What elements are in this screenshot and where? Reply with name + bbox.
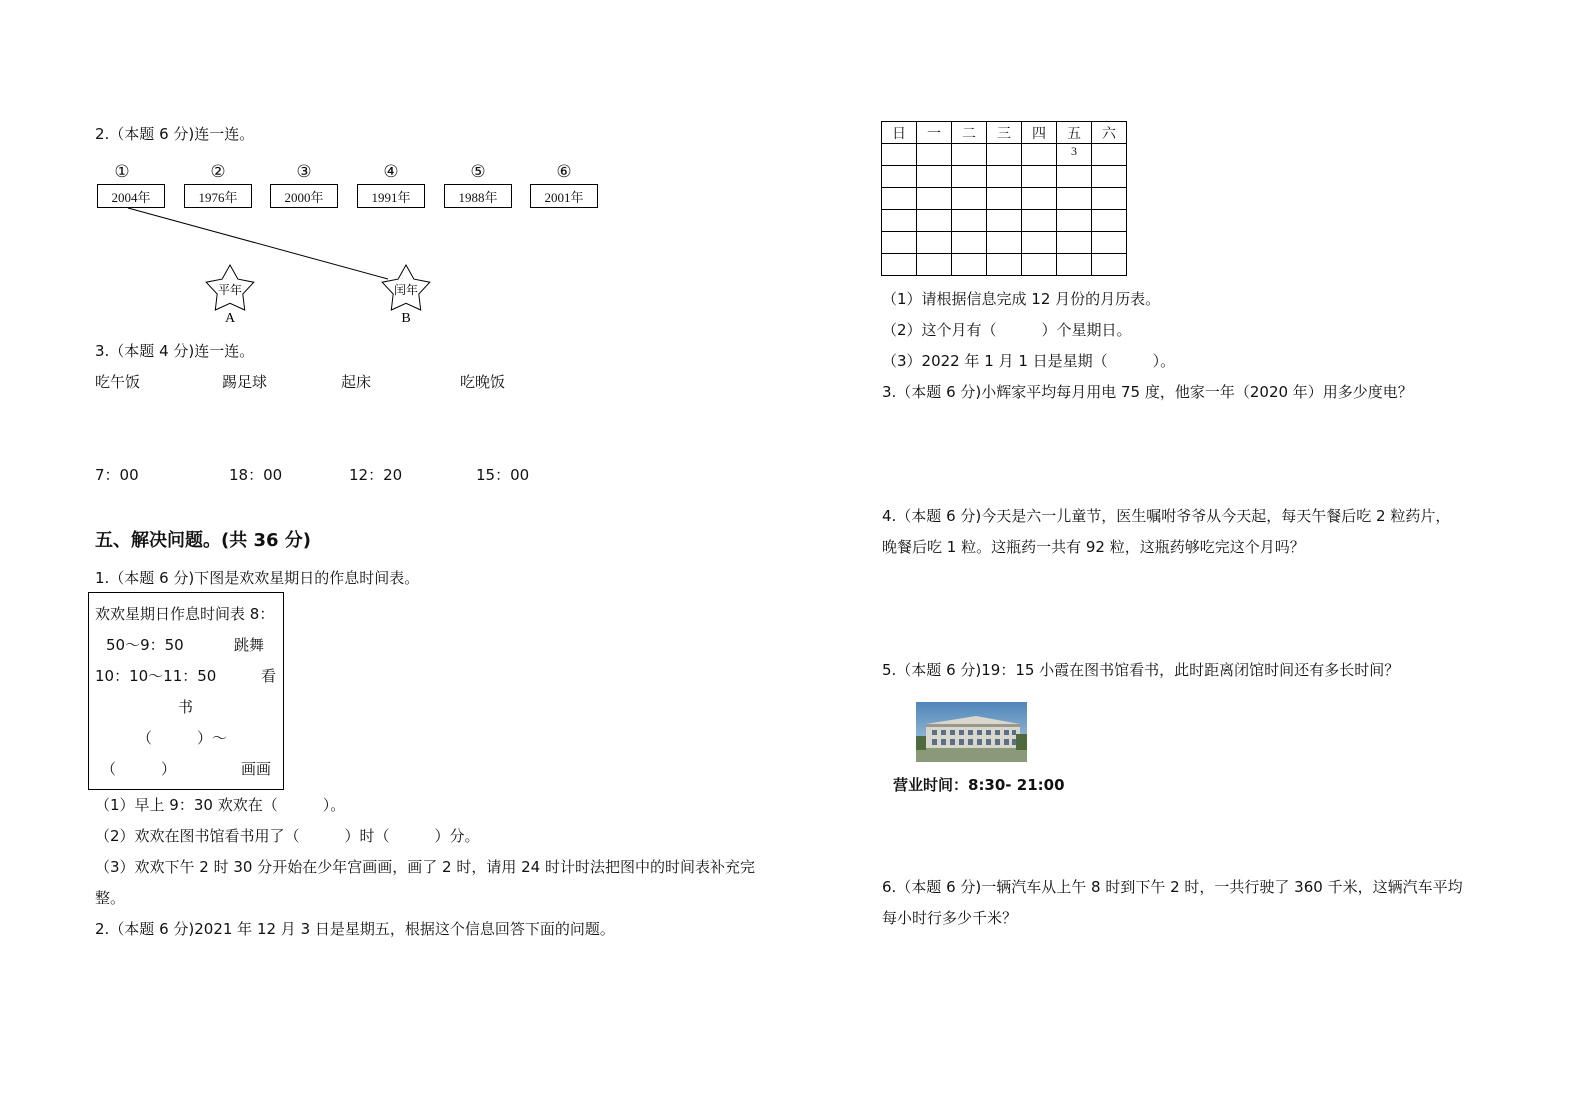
calendar-cell[interactable] bbox=[1057, 188, 1092, 210]
star-a-text: 平年 bbox=[217, 283, 243, 297]
problem-1-sub-1: （1）早上 9：30 欢欢在（ ）。 bbox=[95, 796, 346, 814]
calendar-cell[interactable] bbox=[1057, 166, 1092, 188]
calendar-cell[interactable] bbox=[987, 210, 1022, 232]
calendar-cell[interactable] bbox=[917, 254, 952, 276]
calendar-header-row bbox=[882, 122, 1127, 144]
calendar-cell[interactable] bbox=[1092, 210, 1127, 232]
time-2[interactable]: 18：00 bbox=[229, 466, 283, 484]
calendar-cell[interactable] bbox=[882, 210, 917, 232]
schedule-line-1: 欢欢星期日作息时间表 8： bbox=[95, 605, 275, 623]
time-4[interactable]: 15：00 bbox=[476, 466, 530, 484]
calendar-cell[interactable] bbox=[917, 188, 952, 210]
label-5: ⑤ bbox=[470, 162, 486, 181]
label-4: ④ bbox=[383, 162, 399, 181]
business-hours: 营业时间：8:30- 21:00 bbox=[893, 776, 1065, 794]
calendar-row bbox=[882, 232, 1127, 254]
star-b-text: 闰年 bbox=[393, 283, 419, 297]
calendar-header-wed: 三 bbox=[987, 122, 1022, 144]
calendar-header-tue: 二 bbox=[952, 122, 987, 144]
year-box-4[interactable]: 1991年 bbox=[357, 184, 425, 208]
calendar-row bbox=[882, 254, 1127, 276]
calendar-cell[interactable] bbox=[1022, 210, 1057, 232]
calendar-cell[interactable] bbox=[1092, 166, 1127, 188]
calendar-cell[interactable] bbox=[952, 166, 987, 188]
calendar-cell[interactable] bbox=[987, 166, 1022, 188]
calendar-sub-1: （1）请根据信息完成 12 月份的月历表。 bbox=[882, 290, 1161, 308]
library-image bbox=[916, 702, 1027, 762]
calendar-cell[interactable] bbox=[917, 144, 952, 166]
problem-4-line-1: 4.（本题 6 分)今天是六一儿童节，医生嘱咐爷爷从今天起，每天午餐后吃 2 粒药片， bbox=[882, 507, 1451, 525]
schedule-activity-read-1: 看 bbox=[261, 667, 277, 685]
calendar-row bbox=[882, 166, 1127, 188]
calendar-cell[interactable] bbox=[882, 254, 917, 276]
problem-1-sub-3a: （3）欢欢下午 2 时 30 分开始在少年宫画画，画了 2 时，请用 24 时计时法把图中的时间表补充完 bbox=[95, 858, 755, 876]
label-1: ① bbox=[114, 162, 130, 181]
schedule-activity-draw: 画画 bbox=[241, 760, 272, 778]
calendar-header-mon: 一 bbox=[917, 122, 952, 144]
time-3[interactable]: 12：20 bbox=[349, 466, 403, 484]
activity-3[interactable]: 起床 bbox=[341, 373, 372, 391]
calendar-cell[interactable] bbox=[952, 210, 987, 232]
problem-1-title: 1.（本题 6 分)下图是欢欢星期日的作息时间表。 bbox=[95, 569, 420, 587]
calendar-table bbox=[881, 121, 1127, 276]
problem-2-title: 2.（本题 6 分)2021 年 12 月 3 日是星期五，根据这个信息回答下面的问题。 bbox=[95, 920, 615, 938]
problem-4-line-2: 晚餐后吃 1 粒。这瓶药一共有 92 粒，这瓶药够吃完这个月吗？ bbox=[882, 538, 1305, 556]
calendar-cell[interactable] bbox=[952, 254, 987, 276]
calendar-cell[interactable] bbox=[882, 144, 917, 166]
activity-2[interactable]: 踢足球 bbox=[222, 373, 268, 391]
year-box-5[interactable]: 1988年 bbox=[444, 184, 512, 208]
calendar-header-sun: 日 bbox=[882, 122, 917, 144]
problem-3-title: 3.（本题 6 分)小辉家平均每月用电 75 度，他家一年（2020 年）用多少度电？ bbox=[882, 383, 1413, 401]
question-3-title: 3.（本题 4 分)连一连。 bbox=[95, 342, 255, 360]
section-title: 五、解决问题。(共 36 分) bbox=[95, 530, 312, 551]
schedule-activity-dance: 跳舞 bbox=[234, 636, 265, 654]
calendar-header-fri: 五 bbox=[1057, 122, 1092, 144]
calendar-cell[interactable] bbox=[882, 166, 917, 188]
problem-1-sub-2: （2）欢欢在图书馆看书用了（ ）时（ ）分。 bbox=[95, 827, 480, 845]
calendar-cell[interactable] bbox=[1057, 232, 1092, 254]
activity-4[interactable]: 吃晚饭 bbox=[460, 373, 506, 391]
calendar-header-thu: 四 bbox=[1022, 122, 1057, 144]
star-b-letter: B bbox=[401, 311, 411, 326]
problem-6-line-1: 6.（本题 6 分)一辆汽车从上午 8 时到下午 2 时，一共行驶了 360 千米，这辆汽车平均 bbox=[882, 878, 1463, 896]
matching-graphic bbox=[0, 0, 700, 340]
calendar-cell[interactable] bbox=[1092, 254, 1127, 276]
calendar-row bbox=[882, 210, 1127, 232]
calendar-cell[interactable] bbox=[1022, 232, 1057, 254]
calendar-cell[interactable] bbox=[987, 232, 1022, 254]
year-box-3[interactable]: 2000年 bbox=[270, 184, 338, 208]
activity-1[interactable]: 吃午饭 bbox=[95, 373, 141, 391]
calendar-row bbox=[882, 188, 1127, 210]
question-2-title: 2.（本题 6 分)连一连。 bbox=[95, 125, 255, 143]
label-3: ③ bbox=[296, 162, 312, 181]
calendar-cell[interactable] bbox=[917, 210, 952, 232]
schedule-line-3: 10：10～11：50 bbox=[95, 667, 217, 685]
star-a-letter: A bbox=[224, 311, 236, 326]
calendar-cell[interactable] bbox=[1022, 188, 1057, 210]
calendar-cell[interactable] bbox=[987, 144, 1022, 166]
calendar-cell[interactable] bbox=[1022, 254, 1057, 276]
calendar-cell[interactable] bbox=[952, 188, 987, 210]
calendar-cell[interactable] bbox=[1092, 144, 1127, 166]
schedule-blank-end[interactable]: （ ） bbox=[101, 760, 177, 778]
schedule-blank-start[interactable]: （ ）～ bbox=[137, 729, 228, 747]
problem-6-line-2: 每小时行多少千米？ bbox=[882, 909, 1018, 927]
calendar-cell[interactable] bbox=[1057, 210, 1092, 232]
calendar-cell[interactable] bbox=[1092, 232, 1127, 254]
calendar-sub-2: （2）这个月有（ ）个星期日。 bbox=[882, 321, 1132, 339]
schedule-line-2: 50～9：50 bbox=[106, 636, 184, 654]
year-box-6[interactable]: 2001年 bbox=[530, 184, 598, 208]
calendar-sub-3: （3）2022 年 1 月 1 日是星期（ ）。 bbox=[882, 352, 1176, 370]
calendar-cell[interactable] bbox=[917, 232, 952, 254]
calendar-cell[interactable] bbox=[987, 254, 1022, 276]
year-box-2[interactable]: 1976年 bbox=[184, 184, 252, 208]
calendar-cell[interactable] bbox=[1022, 144, 1057, 166]
schedule-activity-read-2: 书 bbox=[178, 698, 194, 716]
calendar-cell-given[interactable]: 3 bbox=[1057, 144, 1092, 166]
calendar-cell[interactable] bbox=[882, 232, 917, 254]
problem-1-sub-3b: 整。 bbox=[95, 889, 126, 907]
calendar-cell[interactable] bbox=[882, 188, 917, 210]
problem-5-title: 5.（本题 6 分)19：15 小霞在图书馆看书，此时距离闭馆时间还有多长时间？ bbox=[882, 661, 1400, 679]
schedule-box bbox=[88, 592, 284, 790]
calendar-cell[interactable] bbox=[952, 232, 987, 254]
calendar-header-sat: 六 bbox=[1092, 122, 1127, 144]
calendar-cell[interactable] bbox=[1022, 166, 1057, 188]
calendar-cell[interactable] bbox=[917, 166, 952, 188]
library-building-icon bbox=[916, 702, 1027, 762]
calendar-cell[interactable] bbox=[1092, 188, 1127, 210]
connection-line bbox=[128, 208, 388, 279]
calendar-cell[interactable] bbox=[1057, 254, 1092, 276]
calendar-cell[interactable] bbox=[952, 144, 987, 166]
time-1[interactable]: 7：00 bbox=[95, 466, 139, 484]
label-2: ② bbox=[210, 162, 226, 181]
label-6: ⑥ bbox=[556, 162, 572, 181]
calendar-row bbox=[882, 144, 1127, 166]
year-box-1[interactable]: 2004年 bbox=[97, 184, 165, 208]
calendar-cell[interactable] bbox=[987, 188, 1022, 210]
